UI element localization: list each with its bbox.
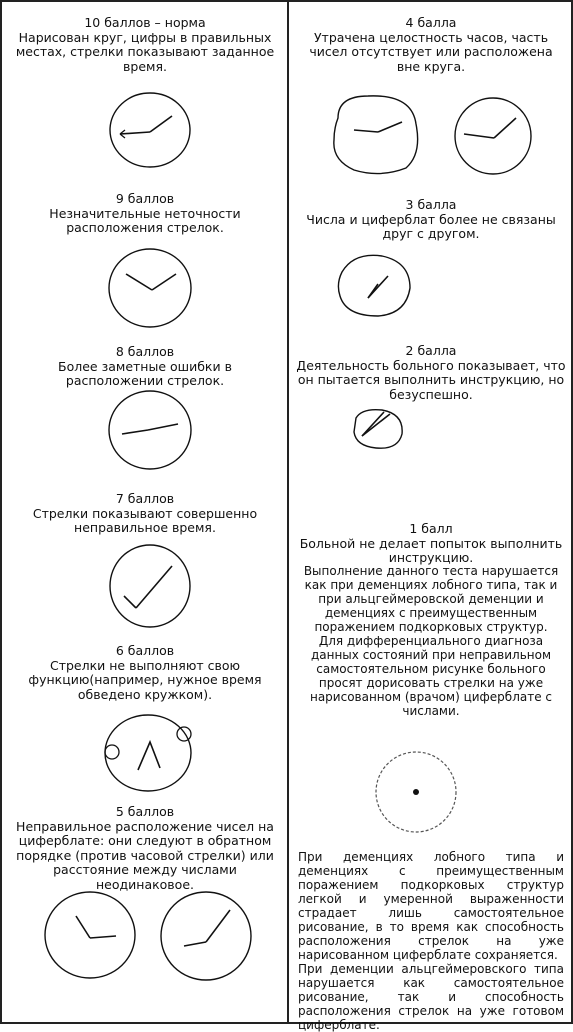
score-3-title: 3 балла (405, 197, 457, 212)
paragraph-3: При деменциях лобного типа и деменциях с преимущественным поражением подкорковых структур легкой и умеренной выраженности страдает лишь самостоятельное рисование, в то время как способность расположения стрелок на уже нарисованном циферблате сохраняется. (298, 850, 564, 962)
score-6-title: 6 баллов (115, 643, 175, 658)
score-9-block (10, 192, 280, 236)
score-10-text: Нарисован круг, цифры в правильных местах, стрелки показывают заданное время. (15, 29, 275, 74)
score-8-title: 8 баллов (115, 344, 175, 359)
clock-drawing-4b (448, 88, 538, 178)
score-5-text: Неправильное расположение чисел на циферблате: они следуют в обратном порядке (против часовой стрелки) или расстояние между числами неодинаковое. (16, 818, 274, 892)
printed-clock-face (374, 750, 458, 834)
column-divider (287, 2, 289, 1022)
score-3-text: Числа и циферблат более не связаны друг с другом. (306, 211, 556, 241)
score-2-title: 2 балла (405, 343, 457, 358)
score-6-text: Стрелки не выполняют свою функцию(например, нужное время обведено кружком). (28, 657, 262, 702)
score-2-text: Деятельность больного показывает, что он пытается выполнить инструкцию, но безуспешно. (296, 357, 566, 402)
score-7-text: Стрелки показывают совершенно неправильное время. (32, 505, 258, 535)
score-1-block (296, 522, 566, 566)
clock-drawing-7 (102, 542, 198, 632)
dementia-paragraphs-bottom (298, 850, 564, 1032)
score-10-title: 10 баллов – норма (84, 15, 206, 30)
score-6-block (10, 644, 280, 702)
score-9-text: Незначительные неточности расположения стрелок. (49, 205, 241, 235)
clock-drawing-4a (324, 88, 428, 178)
clock-drawing-2 (350, 406, 410, 452)
score-5-block (10, 805, 280, 892)
score-4-title: 4 балла (405, 15, 457, 30)
paragraph-1: Выполнение данного теста нарушается как при деменциях лобного типа, так и при альцгеймеровской деменции и деменциях с преимущественным поражением подкорковых структур. (303, 564, 559, 634)
score-7-title: 7 баллов (115, 491, 175, 506)
clock-drawing-3 (332, 248, 414, 322)
clock-drawing-6 (98, 712, 198, 794)
paragraph-4: При деменции альцгеймеровского типа нарушается как самостоятельное рисование, так и способность расположения стрелок на уже готовом циферблате. (298, 962, 564, 1032)
clock-drawing-10 (102, 90, 198, 170)
clock-drawing-5a (40, 888, 140, 982)
score-1-title: 1 балл (409, 521, 453, 536)
score-4-text: Утрачена целостность часов, часть чисел отсутствует или расположена вне круга. (309, 29, 553, 74)
frontal-dementia-paragraph-1 (298, 564, 564, 718)
score-5-title: 5 баллов (115, 804, 175, 819)
score-8-text: Более заметные ошибки в расположении стрелок. (58, 358, 232, 388)
score-10-block (10, 16, 280, 74)
score-8-block (10, 345, 280, 389)
score-3-block (296, 198, 566, 242)
score-4-block (296, 16, 566, 74)
score-2-block (296, 344, 566, 402)
score-7-block (10, 492, 280, 536)
clock-drawing-5b (156, 888, 256, 984)
paragraph-2: Для дифференциального диагноза данных состояний при неправильном самостоятельном рисунке больного просят дорисовать стрелки на уже нарисованном (врачом) циферблате с числами. (309, 634, 553, 718)
clock-drawing-8 (102, 388, 198, 472)
clock-drawing-9 (102, 246, 198, 330)
score-1-text: Больной не делает попыток выполнить инструкцию. (299, 535, 563, 565)
score-9-title: 9 баллов (115, 191, 175, 206)
